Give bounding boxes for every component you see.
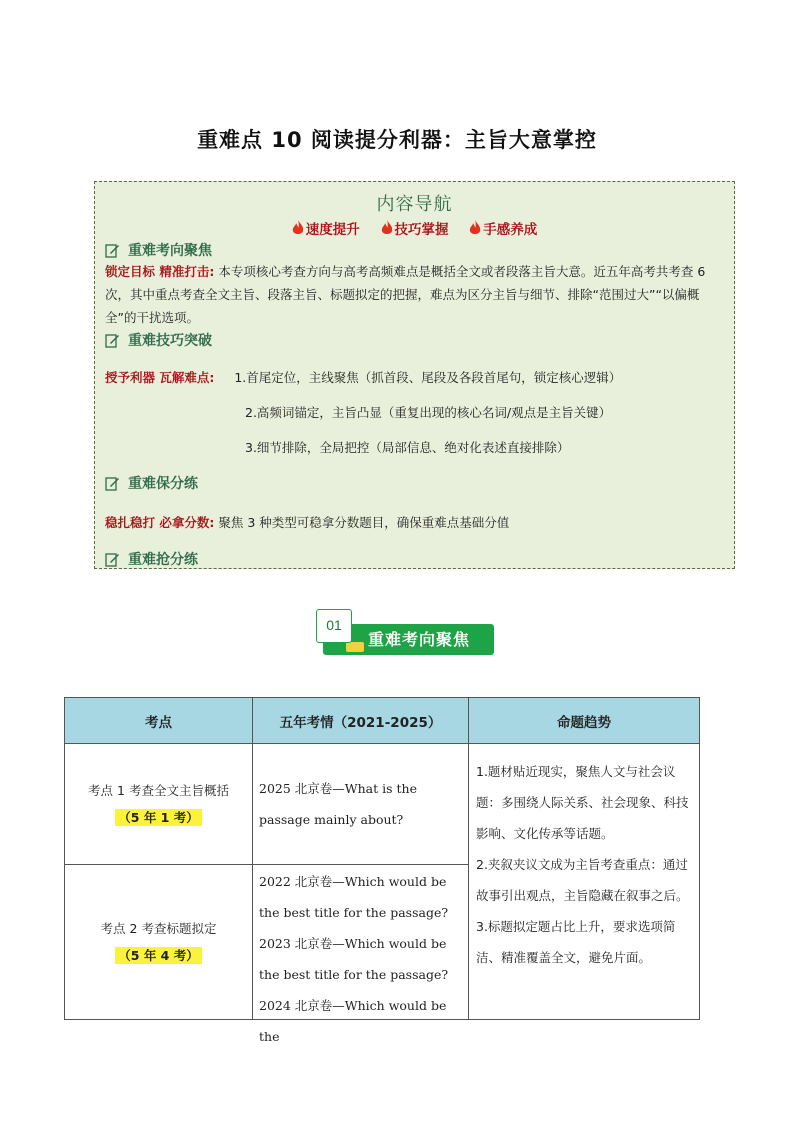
exam-record-cell: 2022 北京卷—Which would be the best title for the passage? 2023 北京卷—Which would be the best title for the passage? 2024 北京卷—Which would be the xyxy=(253,865,469,1020)
exam-point-cell: 考点 1 考查全文主旨概括 （5 年 1 考） xyxy=(65,744,253,865)
skill-step: 3.细节排除，全局把控（局部信息、绝对化表述直接排除） xyxy=(245,440,570,455)
badge-accent xyxy=(346,642,364,652)
edit-icon xyxy=(105,476,120,491)
flame-icon xyxy=(381,220,393,236)
section-badge xyxy=(316,609,496,663)
section-heading-focus: 重难考向聚焦 xyxy=(105,240,212,260)
skills-keyword-line: 授予利器 瓦解难点: 1.首尾定位，主线聚焦（抓首段、尾段及各段首尾句，锁定核心逻辑） xyxy=(105,370,622,385)
nav-tags xyxy=(95,218,734,240)
nav-tag-feel: 手感养成 xyxy=(469,218,537,238)
edit-icon xyxy=(105,552,120,567)
nav-tag-speed: 速度提升 xyxy=(292,218,360,238)
nav-tag-skill: 技巧掌握 xyxy=(381,218,449,238)
table-row xyxy=(65,744,700,865)
flame-icon xyxy=(292,220,304,236)
section-focus-text: 锁定目标 精准打击: 本专项核心考查方向与高考高频难点是概括全文或者段落主旨大意。近五年高考共考查 6 次，其中重点考查全文主旨、段落主旨、标题拟定的把握，难点为区分主旨与细节、排除“范围过大”“以偏概全”的干扰选项。 xyxy=(105,264,706,325)
table-header: 考点 xyxy=(65,698,253,744)
section-heading-challenge: 重难抢分练 xyxy=(105,549,198,569)
nav-title: 内容导航 xyxy=(376,194,453,215)
count-highlight: （5 年 1 考） xyxy=(115,809,201,826)
exam-table xyxy=(64,697,700,1044)
flame-icon xyxy=(469,220,481,236)
trend-cell: 1.题材贴近现实，聚焦人文与社会议题：多围绕人际关系、社会现象、科技影响、文化传承等话题。 2.夹叙夹议文成为主旨考查重点：通过故事引出观点，主旨隐藏在叙事之后。 3.标题拟定题占比上升，要求选项简洁、精准覆盖全文，避免片面。 xyxy=(469,744,700,1020)
count-highlight: （5 年 4 考） xyxy=(115,947,201,964)
table-header: 命题趋势 xyxy=(469,698,700,744)
skill-step: 2.高频词锚定，主旨凸显（重复出现的核心名词/观点是主旨关键） xyxy=(245,405,612,420)
section-heading-practice: 重难保分练 xyxy=(105,473,198,493)
exam-record-cell: 2025 北京卷—What is the passage mainly about? xyxy=(253,744,469,865)
exam-point-cell: 考点 2 考查标题拟定 （5 年 4 考） xyxy=(65,865,253,1020)
badge-label: 重难考向聚焦 xyxy=(368,630,471,649)
practice-line: 稳扎稳打 必拿分数: 聚焦 3 种类型可稳拿分数题目，确保重难点基础分值 xyxy=(105,515,510,530)
edit-icon xyxy=(105,333,120,348)
table-header-row xyxy=(65,698,700,744)
content-navigation-box xyxy=(94,181,735,569)
table-header: 五年考情（2021-2025） xyxy=(253,698,469,744)
page-title: 重难点 10 阅读提分利器：主旨大意掌控 xyxy=(197,128,597,152)
edit-icon xyxy=(105,243,120,258)
badge-number: 01 xyxy=(316,609,352,643)
section-heading-skills: 重难技巧突破 xyxy=(105,330,212,350)
